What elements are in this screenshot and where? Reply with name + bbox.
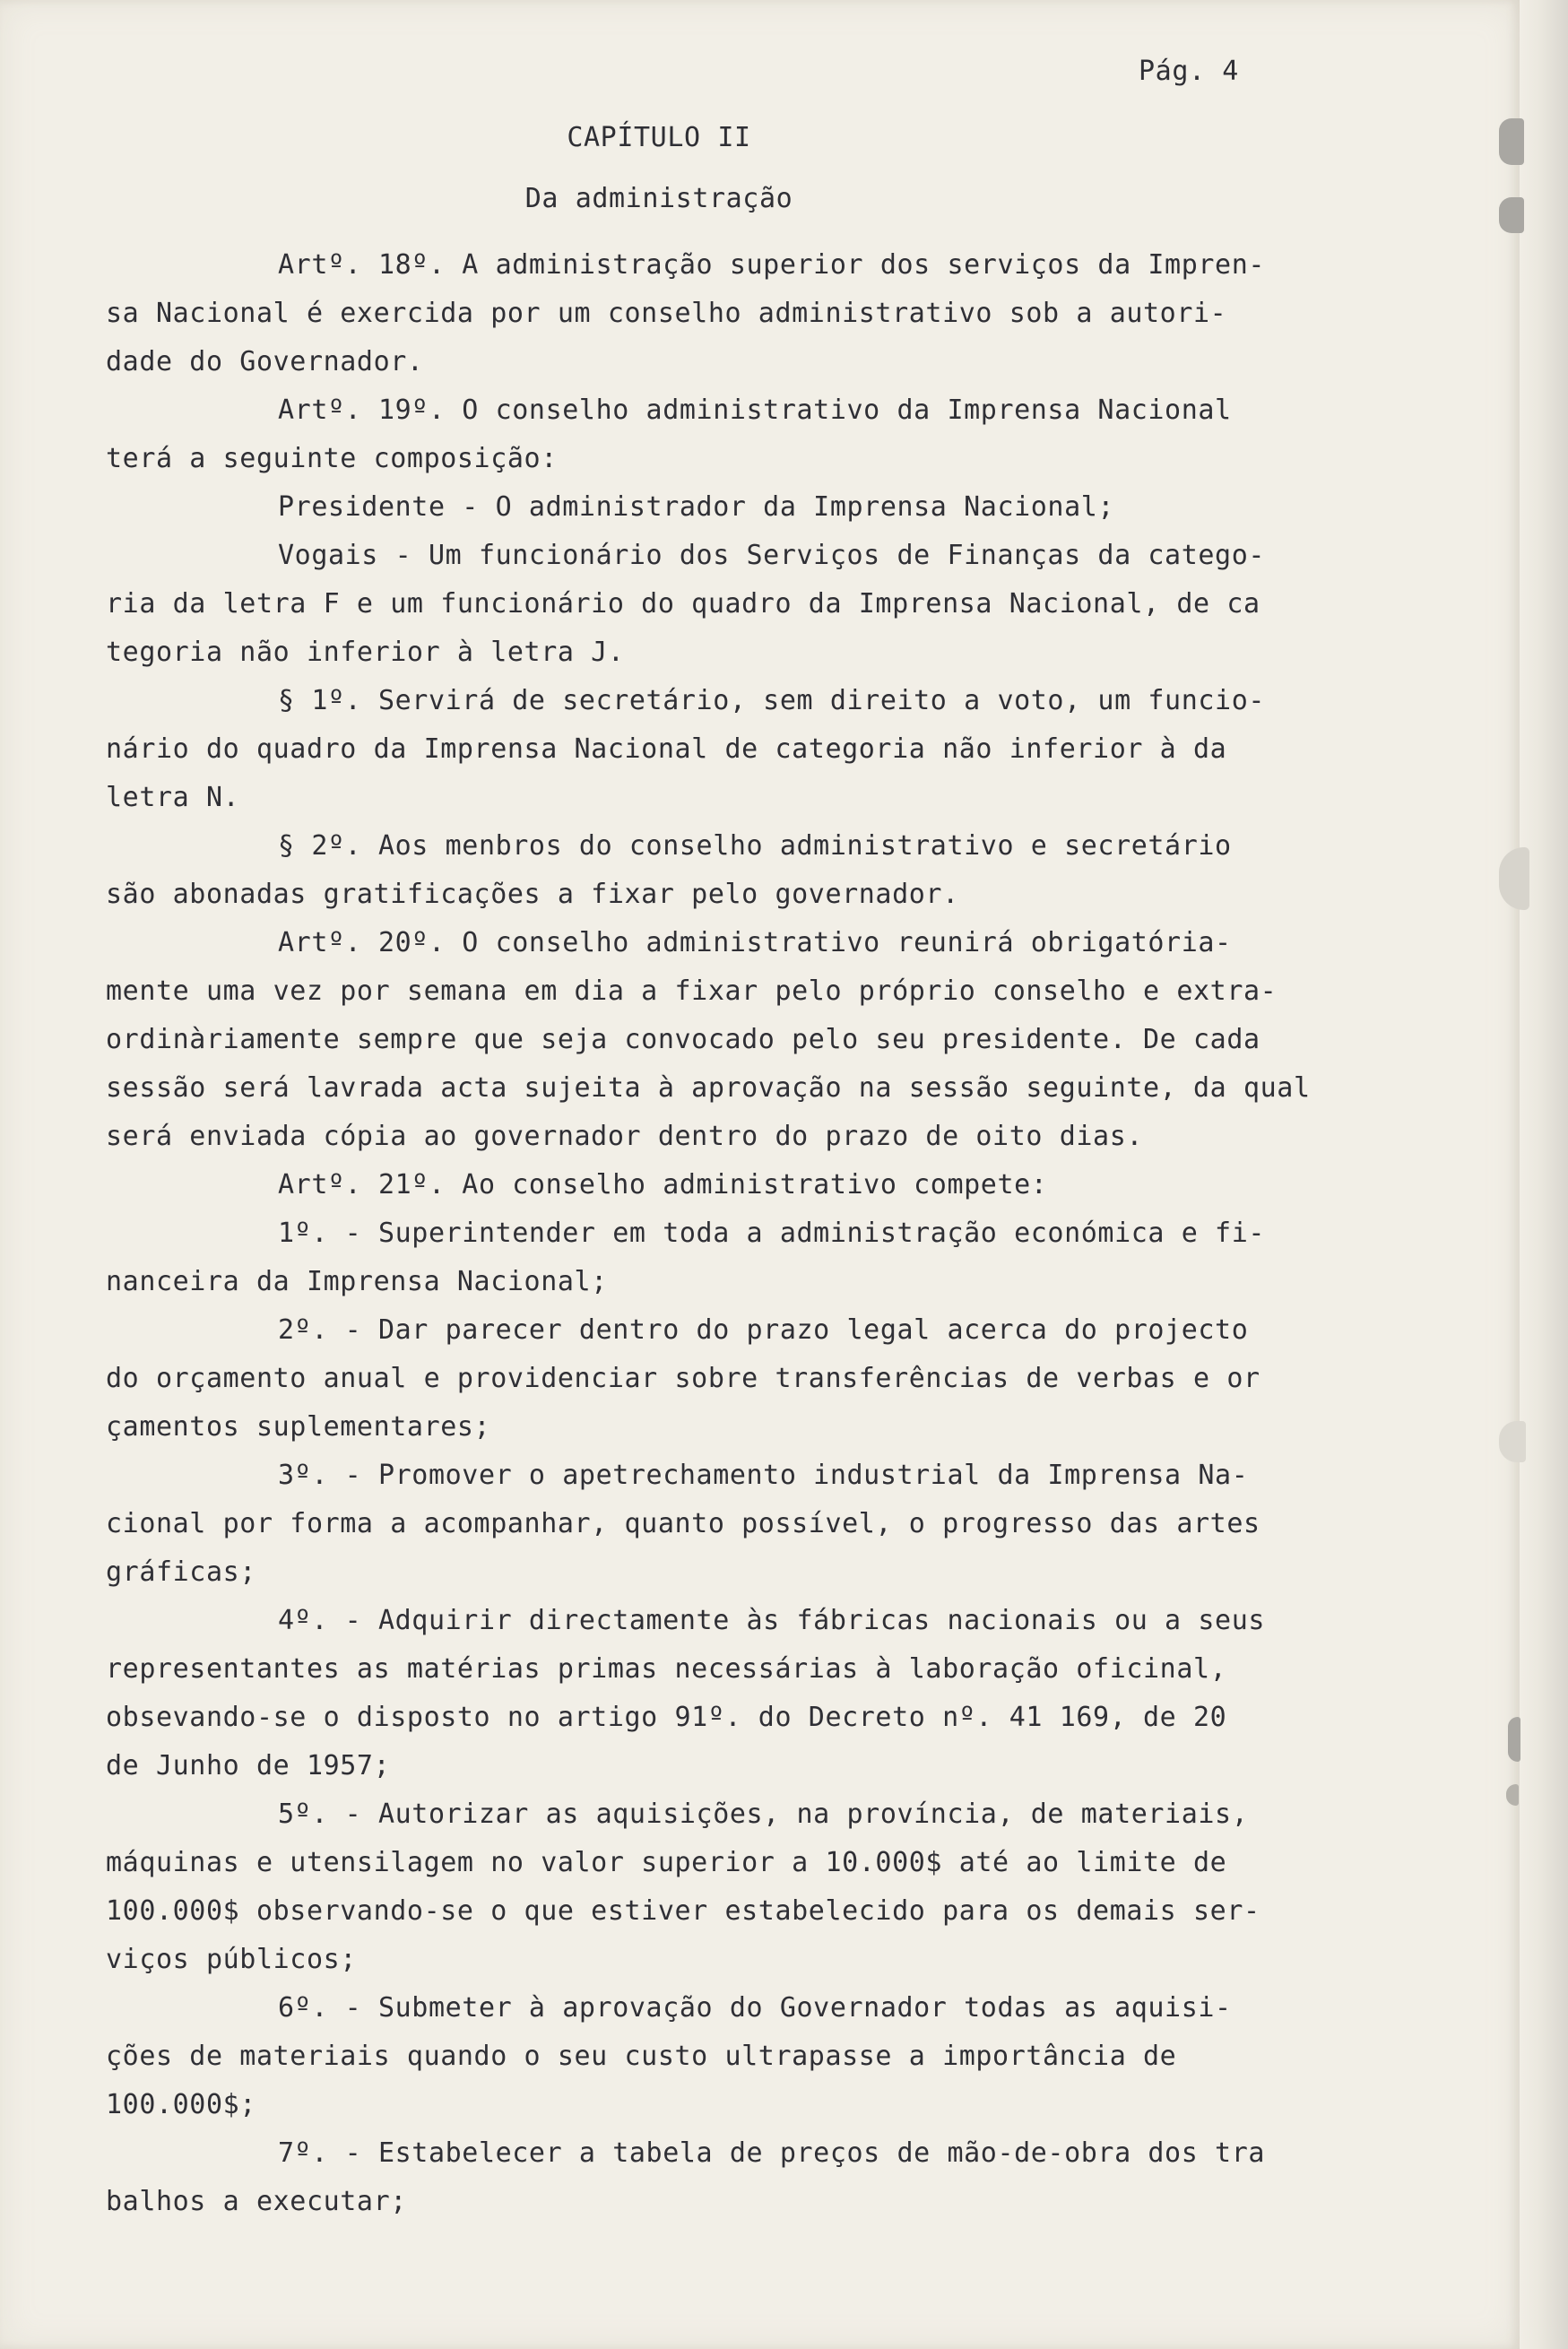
- page-edge-shadow: [1520, 0, 1568, 2349]
- section-heading: Da administração: [524, 183, 793, 214]
- body-line: ria da letra F e um funcionário do quadro da Imprensa Nacional, de ca: [106, 588, 1260, 620]
- body-line: sessão será lavrada acta sujeita à aprovação na sessão seguinte, da qual: [106, 1072, 1311, 1104]
- body-line: Vogais - Um funcionário dos Serviços de Finanças da catego-: [278, 540, 1266, 571]
- body-line: mente uma vez por semana em dia a fixar pelo próprio conselho e extra-: [106, 975, 1278, 1007]
- body-line: do orçamento anual e providenciar sobre transferências de verbas e or: [106, 1363, 1260, 1394]
- body-line: 7º. - Estabelecer a tabela de preços de mão-de-obra dos tra: [278, 2137, 1266, 2169]
- chapter-heading: CAPÍTULO II: [567, 122, 751, 153]
- body-line: Presidente - O administrador da Imprensa Nacional;: [278, 491, 1115, 523]
- body-line: nanceira da Imprensa Nacional;: [106, 1266, 608, 1297]
- body-line: viços públicos;: [106, 1944, 357, 1975]
- body-line: § 1º. Servirá de secretário, sem direito a voto, um funcio-: [278, 685, 1266, 716]
- body-line: são abonadas gratificações a fixar pelo governador.: [106, 879, 959, 910]
- body-line: 6º. - Submeter à aprovação do Governador todas as aquisi-: [278, 1992, 1232, 2024]
- body-line: tegoria não inferior à letra J.: [106, 637, 625, 668]
- body-line: § 2º. Aos menbros do conselho administrativo e secretário: [278, 830, 1232, 862]
- binding-hole: [1499, 118, 1524, 165]
- body-line: 2º. - Dar parecer dentro do prazo legal acerca do projecto: [278, 1314, 1249, 1346]
- body-line: gráficas;: [106, 1556, 256, 1588]
- body-line: Artº. 21º. Ao conselho administrativo compete:: [278, 1169, 1048, 1201]
- body-line: representantes as matérias primas necessárias à laboração oficinal,: [106, 1653, 1227, 1685]
- body-line: 4º. - Adquirir directamente às fábricas nacionais ou a seus: [278, 1605, 1266, 1636]
- body-line: ordinàriamente sempre que seja convocado pelo seu presidente. De cada: [106, 1024, 1260, 1055]
- body-line: obsevando-se o disposto no artigo 91º. do Decreto nº. 41 169, de 20: [106, 1702, 1227, 1733]
- body-line: 1º. - Superintender em toda a administração económica e fi-: [278, 1218, 1266, 1249]
- binding-hole: [1499, 1421, 1526, 1462]
- body-line: sa Nacional é exercida por um conselho administrativo sob a autori-: [106, 298, 1227, 329]
- binding-hole: [1508, 1717, 1520, 1762]
- body-line: máquinas e utensilagem no valor superior a 10.000$ até ao limite de: [106, 1847, 1227, 1878]
- body-line: Artº. 20º. O conselho administrativo reunirá obrigatória-: [278, 927, 1232, 958]
- body-line: ções de materiais quando o seu custo ultrapasse a importância de: [106, 2041, 1177, 2072]
- body-line: çamentos suplementares;: [106, 1411, 491, 1443]
- body-line: 5º. - Autorizar as aquisições, na província, de materiais,: [278, 1799, 1249, 1830]
- body-line: Artº. 18º. A administração superior dos serviços da Impren-: [278, 249, 1266, 281]
- body-line: dade do Governador.: [106, 346, 424, 377]
- body-line: 100.000$ observando-se o que estiver estabelecido para os demais ser-: [106, 1895, 1260, 1927]
- body-line: balhos a executar;: [106, 2186, 407, 2217]
- body-line: cional por forma a acompanhar, quanto possível, o progresso das artes: [106, 1508, 1260, 1539]
- body-line: de Junho de 1957;: [106, 1750, 391, 1781]
- body-line: Artº. 19º. O conselho administrativo da Imprensa Nacional: [278, 394, 1232, 426]
- binding-hole: [1506, 1784, 1519, 1806]
- body-line: nário do quadro da Imprensa Nacional de categoria não inferior à da: [106, 733, 1227, 765]
- page-number: Pág. 4: [1139, 56, 1239, 87]
- body-line: terá a seguinte composição:: [106, 443, 558, 474]
- binding-hole: [1499, 197, 1524, 233]
- body-line: será enviada cópia ao governador dentro do prazo de oito dias.: [106, 1121, 1144, 1152]
- body-line: 100.000$;: [106, 2089, 256, 2120]
- body-line: 3º. - Promover o apetrechamento industrial da Imprensa Na-: [278, 1460, 1249, 1491]
- body-line: letra N.: [106, 782, 240, 813]
